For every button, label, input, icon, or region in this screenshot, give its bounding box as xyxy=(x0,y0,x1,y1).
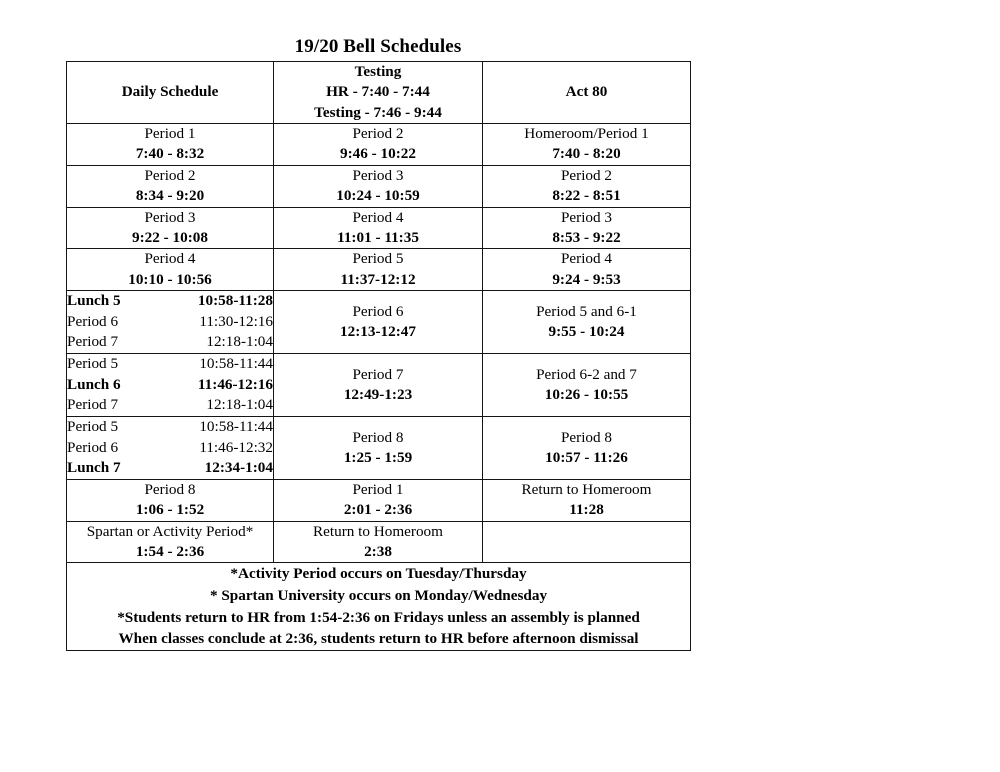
period-time: 9:46 - 10:22 xyxy=(340,145,416,163)
column-header-testing xyxy=(274,62,483,124)
period-time: 9:22 - 10:08 xyxy=(132,228,208,246)
period-label: Return to Homeroom xyxy=(313,522,443,540)
table-row xyxy=(67,416,691,479)
period-time: 10:10 - 10:56 xyxy=(128,270,212,288)
table-row xyxy=(67,353,691,416)
entry-label: Period 5 xyxy=(67,417,119,435)
period-time: 9:55 - 10:24 xyxy=(548,322,625,340)
period-label: Period 7 xyxy=(352,365,404,383)
entry-label: Period 7 xyxy=(67,396,119,414)
period-time: 11:37-12:12 xyxy=(340,270,416,288)
schedule-cell-daily xyxy=(67,416,274,479)
table-row xyxy=(67,165,691,207)
period-time: 2:38 xyxy=(364,543,392,561)
schedule-cell-act80 xyxy=(483,124,691,166)
schedule-cell-act80 xyxy=(483,207,691,249)
entry-label: Period 6 xyxy=(67,312,119,330)
schedule-cell-act80 xyxy=(483,353,691,416)
period-time: 8:22 - 8:51 xyxy=(552,187,621,205)
lunch-entry xyxy=(67,375,273,396)
table-row xyxy=(67,249,691,291)
notes-row xyxy=(67,563,691,650)
period-label: Period 8 xyxy=(352,428,404,446)
table-header-row xyxy=(67,62,691,124)
schedule-cell-daily xyxy=(67,165,274,207)
schedule-cell-act80 xyxy=(483,249,691,291)
table-body xyxy=(67,62,691,651)
entry-time: 11:46-12:16 xyxy=(197,375,273,393)
table-row xyxy=(67,290,691,353)
column-header-line: Testing - 7:46 - 9:44 xyxy=(314,103,442,121)
note-line: *Students return to HR from 1:54-2:36 on Fridays unless an assembly is planned xyxy=(117,608,640,626)
schedule-cell-act80 xyxy=(483,165,691,207)
period-label: Return to Homeroom xyxy=(521,481,652,498)
entry-label: Lunch 5 xyxy=(67,291,121,309)
schedule-cell-daily xyxy=(67,290,274,353)
schedule-cell-act80 xyxy=(483,521,691,563)
column-header-line: Daily Schedule xyxy=(121,83,219,101)
period-label: Period 1 xyxy=(352,481,404,498)
entry-time: 11:30-12:16 xyxy=(199,312,273,330)
period-entry xyxy=(67,417,273,438)
period-label: Period 4 xyxy=(352,208,404,226)
schedule-cell-testing xyxy=(274,416,483,479)
schedule-notes xyxy=(67,563,691,650)
period-time: 1:25 - 1:59 xyxy=(343,448,413,466)
period-label: Period 2 xyxy=(144,166,196,184)
lunch-entry xyxy=(67,291,273,312)
entry-time: 12:18-1:04 xyxy=(206,333,273,351)
lunch-entry xyxy=(67,458,273,479)
note-line: *Activity Period occurs on Tuesday/Thursday xyxy=(230,565,527,583)
period-time: 11:28 xyxy=(569,501,604,519)
period-time: 2:01 - 2:36 xyxy=(343,501,413,519)
entry-label: Period 6 xyxy=(67,438,119,456)
entry-label: Lunch 6 xyxy=(67,375,121,393)
period-time: 11:01 - 11:35 xyxy=(337,228,419,246)
period-time: 10:26 - 10:55 xyxy=(544,385,629,403)
period-time: 9:24 - 9:53 xyxy=(552,270,621,288)
entry-label: Period 5 xyxy=(67,354,119,372)
entry-label: Period 7 xyxy=(67,333,119,351)
schedule-cell-testing xyxy=(274,290,483,353)
period-time: 10:24 - 10:59 xyxy=(336,187,420,205)
schedule-cell-daily xyxy=(67,249,274,291)
column-header-line: Act 80 xyxy=(565,83,608,101)
entry-time: 11:46-12:32 xyxy=(199,438,273,456)
period-entry xyxy=(67,438,273,459)
schedule-cell-testing xyxy=(274,249,483,291)
entry-label: Lunch 7 xyxy=(67,459,121,477)
column-header-act80 xyxy=(483,62,691,124)
column-header-line: HR - 7:40 - 7:44 xyxy=(326,83,430,101)
table-row xyxy=(67,521,691,563)
period-time: 12:49-1:23 xyxy=(343,385,413,403)
table-row xyxy=(67,480,691,522)
period-label: Period 2 xyxy=(560,166,613,184)
table-row xyxy=(67,207,691,249)
period-label: Homeroom/Period 1 xyxy=(524,125,649,143)
period-time: 12:13-12:47 xyxy=(340,322,416,340)
entry-time: 10:58-11:44 xyxy=(199,354,273,372)
period-time: 10:57 - 11:26 xyxy=(545,448,628,466)
entry-time: 10:58-11:44 xyxy=(199,417,273,435)
schedule-cell-daily xyxy=(67,353,274,416)
bell-schedule-table xyxy=(66,61,691,651)
period-label: Period 6-2 and 7 xyxy=(536,365,637,383)
column-header-line: Testing xyxy=(354,63,402,80)
schedule-cell-testing xyxy=(274,165,483,207)
schedule-cell-testing xyxy=(274,480,483,522)
period-label: Period 5 xyxy=(352,250,404,268)
period-entry xyxy=(67,312,273,333)
period-entry xyxy=(67,395,273,416)
period-entry xyxy=(67,354,273,375)
schedule-cell-testing xyxy=(274,521,483,563)
period-label: Period 4 xyxy=(144,250,196,268)
schedule-cell-act80 xyxy=(483,290,691,353)
period-label: Period 3 xyxy=(352,166,404,184)
entry-time: 10:58-11:28 xyxy=(197,291,273,309)
schedule-cell-daily xyxy=(67,124,274,166)
column-header-daily xyxy=(67,62,274,124)
period-time: 7:40 - 8:32 xyxy=(135,145,205,163)
period-label: Period 5 and 6-1 xyxy=(536,302,637,320)
period-label: Period 3 xyxy=(560,208,613,226)
period-time: 1:54 - 2:36 xyxy=(135,543,205,561)
entry-time: 12:34-1:04 xyxy=(204,459,273,477)
table-row xyxy=(67,124,691,166)
period-label: Period 3 xyxy=(144,208,196,226)
period-label: Spartan or Activity Period* xyxy=(86,522,254,540)
period-time: 8:53 - 9:22 xyxy=(552,228,621,246)
note-line: * Spartan University occurs on Monday/Wednesday xyxy=(209,587,548,605)
note-line: When classes conclude at 2:36, students return to HR before afternoon dismissal xyxy=(118,630,639,648)
schedule-cell-testing xyxy=(274,353,483,416)
schedule-cell-act80 xyxy=(483,416,691,479)
period-label: Period 4 xyxy=(560,250,613,268)
entry-time: 12:18-1:04 xyxy=(206,396,273,414)
period-label: Period 8 xyxy=(560,428,613,446)
schedule-cell-daily xyxy=(67,207,274,249)
schedule-cell-daily xyxy=(67,480,274,522)
period-label: Period 2 xyxy=(352,125,404,143)
schedule-cell-testing xyxy=(274,207,483,249)
schedule-cell-testing xyxy=(274,124,483,166)
period-entry xyxy=(67,332,273,353)
page-title: 19/20 Bell Schedules xyxy=(294,36,462,57)
period-label: Period 8 xyxy=(144,481,196,498)
period-time: 8:34 - 9:20 xyxy=(135,187,205,205)
period-label: Period 6 xyxy=(352,302,404,320)
period-time: 7:40 - 8:20 xyxy=(552,145,621,163)
schedule-cell-act80 xyxy=(483,480,691,522)
schedule-cell-daily xyxy=(67,521,274,563)
period-label: Period 1 xyxy=(144,125,196,143)
period-time: 1:06 - 1:52 xyxy=(135,501,205,519)
